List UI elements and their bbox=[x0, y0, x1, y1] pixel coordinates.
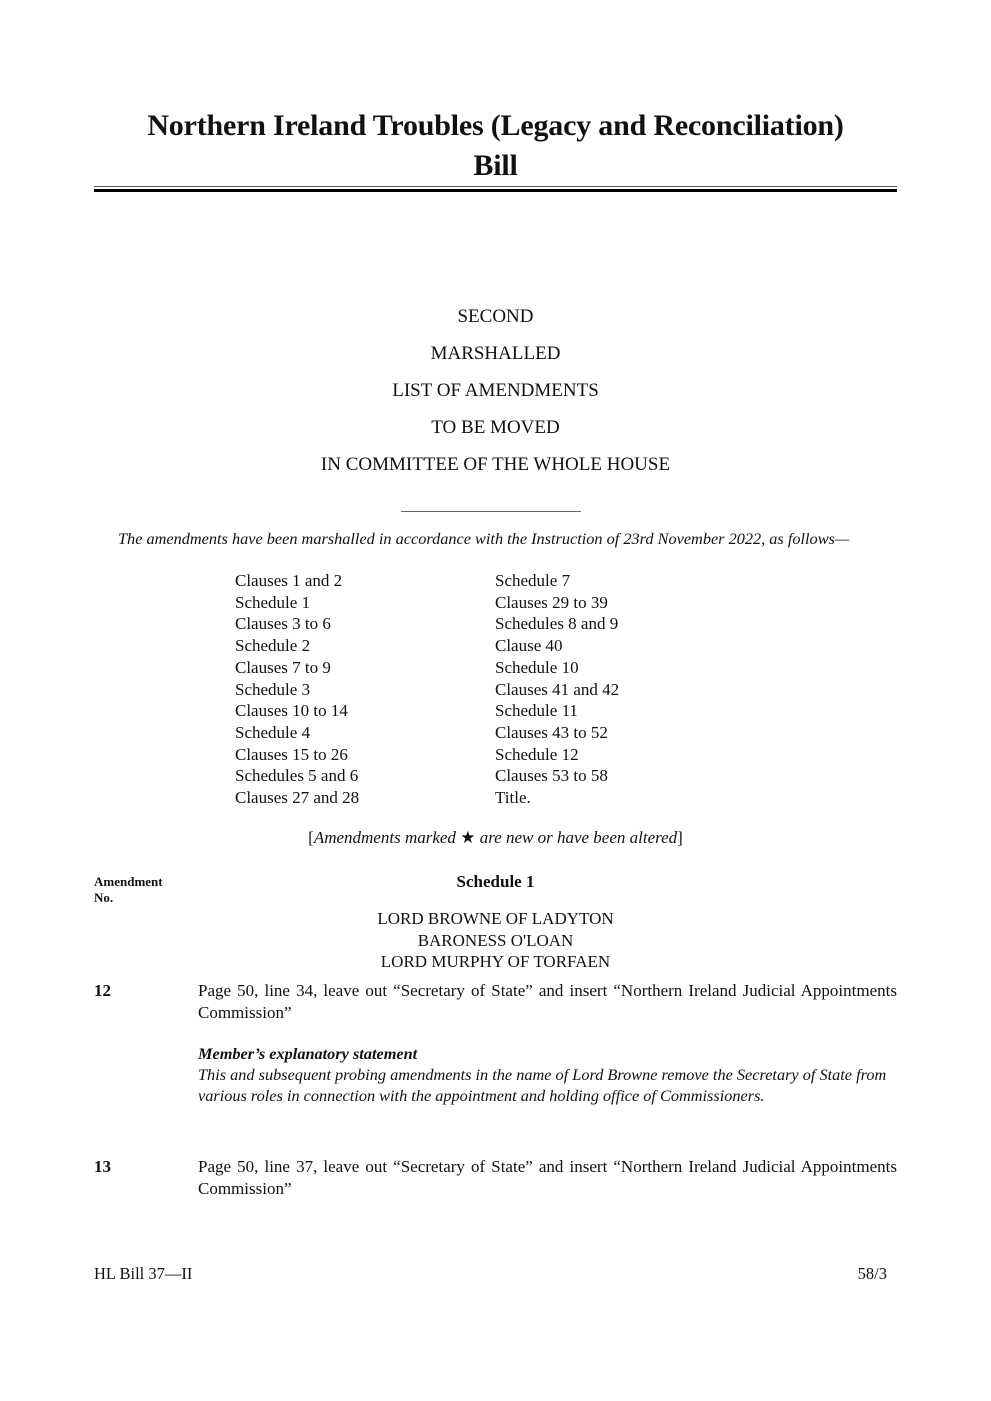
amendment-number: 12 bbox=[94, 981, 111, 1000]
sponsor-name: LORD BROWNE OF LADYTON bbox=[377, 909, 614, 928]
order-item: Schedule 3 bbox=[235, 679, 311, 699]
order-item: Clauses 7 to 9 bbox=[235, 657, 331, 677]
notice-text-after: are new or have been altered bbox=[475, 828, 678, 847]
order-item: Clauses 1 and 2 bbox=[235, 571, 343, 590]
list-caption bbox=[94, 302, 897, 487]
order-item: Schedule 10 bbox=[495, 657, 579, 677]
star-icon: ★ bbox=[460, 828, 476, 847]
amendment-item bbox=[94, 1156, 897, 1199]
caption-line: LIST OF AMENDMENTS bbox=[392, 380, 599, 401]
bill-title bbox=[94, 106, 897, 186]
order-item: Schedules 5 and 6 bbox=[235, 766, 359, 786]
amendment-text: Page 50, line 34, leave out “Secretary of State” and insert “Northern Ireland Judicial Appointments Commission” bbox=[198, 981, 897, 1022]
order-item: Schedule 1 bbox=[235, 592, 311, 612]
notice-close-bracket: ] bbox=[677, 828, 683, 847]
amendment-header-line-2: No. bbox=[94, 890, 114, 905]
caption-line: SECOND bbox=[457, 306, 534, 327]
order-item: Clauses 15 to 26 bbox=[235, 744, 348, 764]
order-item: Clauses 29 to 39 bbox=[495, 592, 608, 612]
order-item: Schedule 12 bbox=[495, 744, 579, 764]
caption-line: IN COMMITTEE OF THE WHOLE HOUSE bbox=[320, 454, 671, 475]
order-item: Clause 40 bbox=[495, 636, 563, 656]
bill-title-line-1: Northern Ireland Troubles (Legacy and Reconciliation) bbox=[147, 109, 844, 142]
order-item: Clauses 27 and 28 bbox=[235, 788, 360, 808]
section-divider bbox=[401, 511, 581, 512]
sponsor-name: LORD MURPHY OF TORFAEN bbox=[380, 952, 611, 972]
caption-line: MARSHALLED bbox=[430, 343, 561, 364]
bill-title-line-2: Bill bbox=[473, 149, 518, 182]
amendment-header-line-1: Amendment bbox=[94, 874, 163, 889]
order-item: Clauses 10 to 14 bbox=[235, 701, 348, 721]
notice-text-before: Amendments marked bbox=[313, 828, 461, 847]
footer-bill-reference: HL Bill 37—II bbox=[94, 1264, 193, 1283]
title-rule-thin bbox=[94, 186, 897, 187]
explanatory-statement-heading: Member’s explanatory statement bbox=[198, 1044, 418, 1063]
sponsor-name: BARONESS O'LOAN bbox=[417, 930, 574, 950]
marshalling-intro: The amendments have been marshalled in accordance with the Instruction of 23rd November 2022, as follows— bbox=[118, 529, 850, 548]
schedule-heading: Schedule 1 bbox=[456, 872, 535, 891]
amendment-sponsors bbox=[94, 908, 897, 973]
notice-open-bracket: [ bbox=[308, 828, 314, 847]
order-item: Clauses 53 to 58 bbox=[495, 766, 608, 786]
order-item: Schedule 11 bbox=[495, 701, 578, 721]
order-item: Schedule 2 bbox=[235, 636, 311, 656]
order-item: Schedules 8 and 9 bbox=[495, 614, 619, 634]
order-item: Schedule 4 bbox=[235, 722, 311, 742]
amendment-number: 13 bbox=[94, 1157, 111, 1176]
amendment-text: Page 50, line 37, leave out “Secretary of State” and insert “Northern Ireland Judicial Appointments Commission” bbox=[198, 1157, 897, 1198]
marshalling-order bbox=[235, 570, 755, 809]
altered-amendments-notice bbox=[94, 828, 897, 848]
order-item: Clauses 3 to 6 bbox=[235, 614, 331, 634]
amendment-item bbox=[94, 980, 897, 1023]
footer-page-reference: 58/3 bbox=[857, 1264, 887, 1283]
explanatory-statement-body: This and subsequent probing amendments in the name of Lord Browne remove the Secretary of State from various roles in connection with the appointment and holding office of Commissioners. bbox=[198, 1065, 887, 1105]
order-item: Clauses 43 to 52 bbox=[495, 722, 608, 742]
order-item: Clauses 41 and 42 bbox=[495, 679, 620, 699]
caption-line: TO BE MOVED bbox=[431, 417, 560, 438]
order-item: Title. bbox=[495, 788, 531, 808]
order-item: Schedule 7 bbox=[495, 571, 571, 590]
title-rule-thick bbox=[94, 189, 897, 192]
members-explanatory-statement bbox=[198, 1043, 897, 1106]
